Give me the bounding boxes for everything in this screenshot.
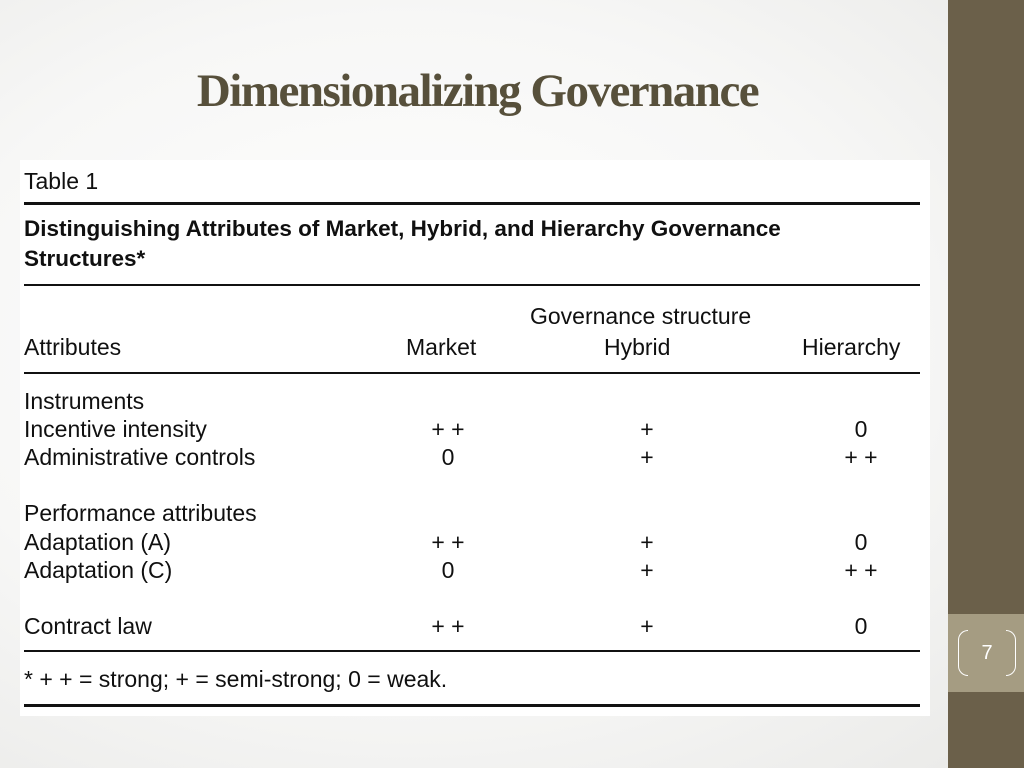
- governance-table: [20, 160, 930, 716]
- row-label-contract-law: Contract law: [24, 613, 152, 639]
- row-label: Incentive intensity: [24, 416, 207, 442]
- page-number: 7: [981, 642, 993, 664]
- rule-caption: [24, 284, 920, 286]
- page-number-badge: [958, 630, 1016, 678]
- cell-hierarchy: 0: [854, 613, 868, 639]
- column-header-attributes: Attributes: [24, 334, 122, 360]
- cell-hybrid: +: [640, 557, 654, 583]
- cell-market: 0: [441, 444, 455, 470]
- cell-hierarchy: 0: [854, 416, 868, 442]
- row-label: Administrative controls: [24, 444, 256, 470]
- cell-hybrid: +: [640, 529, 654, 555]
- rule-body-bottom: [24, 650, 920, 652]
- table-footnote: * + + = strong; + = semi-strong; 0 = weak.: [24, 666, 448, 692]
- section-heading: Performance attributes: [24, 500, 257, 526]
- rule-bottom: [24, 704, 920, 707]
- group-header: Governance structure: [530, 303, 752, 329]
- cell-hierarchy: + +: [844, 444, 878, 470]
- cell-hybrid: +: [640, 613, 654, 639]
- cell-hierarchy: 0: [854, 529, 868, 555]
- cell-hierarchy: + +: [844, 557, 878, 583]
- cell-hybrid: +: [640, 416, 654, 442]
- table-caption-line1: Distinguishing Attributes of Market, Hybrid, and Hierarchy Governance: [24, 216, 781, 241]
- row-label: Adaptation (C): [24, 557, 173, 583]
- rule-top: [24, 202, 920, 205]
- section-heading: Instruments: [24, 388, 145, 414]
- cell-market: + +: [431, 416, 465, 442]
- table-label: Table 1: [24, 168, 99, 194]
- cell-market: + +: [431, 529, 465, 555]
- column-header-market: Market: [406, 334, 477, 360]
- row-label: Adaptation (A): [24, 529, 172, 555]
- rule-header: [24, 372, 920, 374]
- cell-market: + +: [431, 613, 465, 639]
- cell-hybrid: +: [640, 444, 654, 470]
- slide-title: Dimensionalizing Governance: [196, 65, 759, 117]
- table-caption-line2: Structures*: [24, 246, 146, 271]
- cell-market: 0: [441, 557, 455, 583]
- column-header-hybrid: Hybrid: [604, 334, 671, 360]
- column-header-hierarchy: Hierarchy: [802, 334, 901, 360]
